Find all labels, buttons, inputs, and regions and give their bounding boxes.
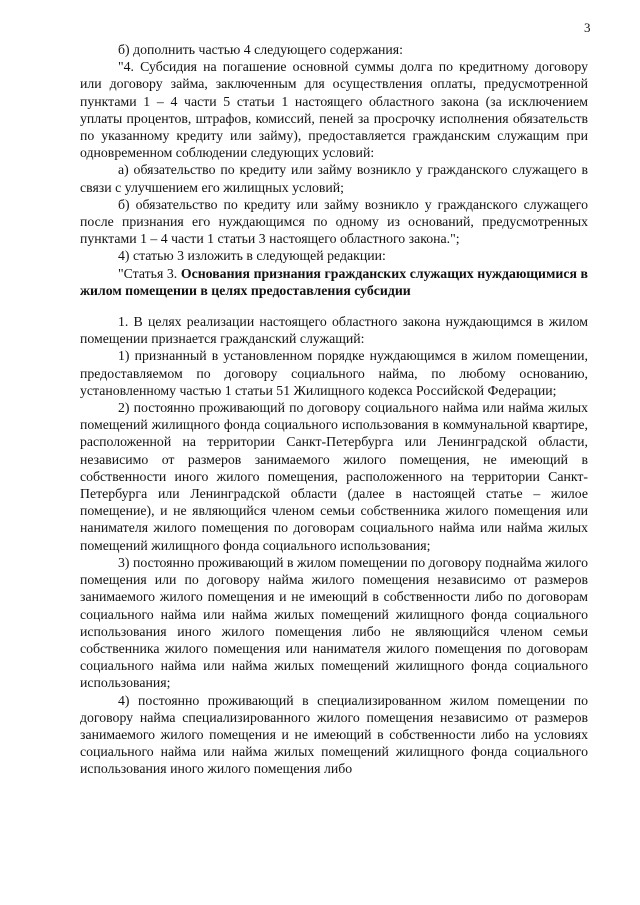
page-number: 3 <box>584 20 591 35</box>
document-body <box>80 41 588 778</box>
paragraph: б) обязательство по кредиту или займу возникло у гражданского служащего после признания его нуждающимся по одному из оснований, предусмотренных пунктами 1 – 4 части 1 статьи 3 настоящего областного закона."; <box>80 196 588 247</box>
article-prefix: "Статья 3. <box>118 265 181 281</box>
paragraph: б) дополнить частью 4 следующего содержания: <box>118 42 403 57</box>
paragraph: "4. Субсидия на погашение основной суммы долга по кредитному договору или договору займа, заключенным для осуществления оплаты, предусмотренной пунктами 1 – 4 части 5 статьи 1 настоящего областного закона (за исключением уплаты процентов, штрафов, комиссий, пеней за просрочку исполнения обязательств по указанному кредиту или займу), предоставляется гражданским служащим при одновременном соблюдении следующих условий: <box>80 59 588 161</box>
paragraph: 4) статью 3 изложить в следующей редакции: <box>118 248 386 264</box>
paragraph: 1) признанный в установленном порядке нуждающимся в жилом помещении, предоставляемом по договору социального найма, по любому основанию, установленному частью 1 статьи 51 Жилищного кодекса Российской Федерации; <box>80 348 588 398</box>
paragraph: а) обязательство по кредиту или займу возникло у гражданского служащего в связи с улучшением его жилищных условий; <box>80 162 588 195</box>
paragraph: 4) постоянно проживающий в специализированном жилом помещении по договору найма специализированного жилого помещения независимо от размеров занимаемого жилого помещения и не имеющий в собственности либо на условиях социального найма или найма жилых помещений жилищного фонда социального использования иного жилого помещения либо <box>80 692 588 777</box>
paragraph: 2) постоянно проживающий по договору социального найма или найма жилых помещений жилищного фонда социального использования в коммунальной квартире, расположенной на территории Санкт-Петербурга или Ленинградской области, независимо от размеров занимаемого жилого помещения, не имеющий в собственности иного жилого помещения, расположенного на территории Санкт-Петербурга или Ленинградской области (далее в настоящей статье – жилое помещение), и не являющийся членом семьи собственника жилого помещения или нанимателя жилого помещения по договорам социального найма или найма жилых помещений жилищного фонда социального использования; <box>80 400 588 553</box>
paragraph: 1. В целях реализации настоящего областного закона нуждающимся в жилом помещении признается гражданский служащий: <box>80 314 588 347</box>
article-heading <box>80 265 588 299</box>
article-title: Основания признания гражданских служащих нуждающимися в жилом помещении в целях предоставления субсидии <box>80 265 588 298</box>
paragraph: 3) постоянно проживающий в жилом помещении по договору поднайма жилого помещения или по договору найма жилого помещения независимо от размеров занимаемого жилого помещения и не имеющий в собственности либо по договорам социального найма или найма жилых помещений жилищного фонда социального использования иного жилого помещения либо не являющийся членом семьи собственника жилого помещения или нанимателя жилого помещения по договорам социального найма или найма жилых помещений жилищного фонда социального использования; <box>80 554 588 691</box>
